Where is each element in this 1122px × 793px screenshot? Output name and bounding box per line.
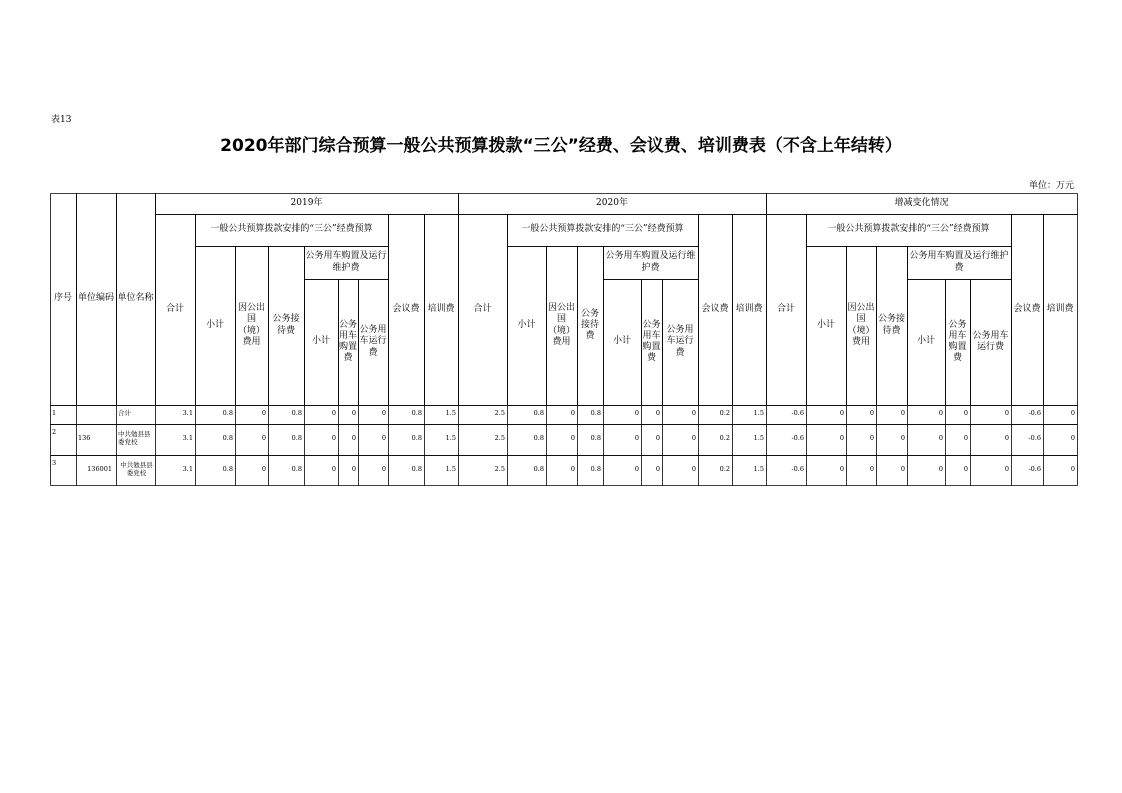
row-value: 0.8 xyxy=(411,434,422,442)
row-value: 3.1 xyxy=(182,409,193,417)
row-seq: 1 xyxy=(52,409,57,417)
header-reception: 公务接待费 xyxy=(877,314,905,336)
row-value: 3.1 xyxy=(182,434,193,442)
row-value: 0 xyxy=(900,409,905,417)
row-value: 3.1 xyxy=(182,465,193,473)
row-value: 0 xyxy=(691,409,696,417)
header-abroad: 因公出国（境）费用 xyxy=(847,303,875,347)
header-vehicle-group: 公务用车购置及运行维护费 xyxy=(305,251,387,273)
row-value: 1.5 xyxy=(753,434,764,442)
row-value: 0 xyxy=(381,465,386,473)
row-value: 0.8 xyxy=(590,465,601,473)
row-value: 0.8 xyxy=(291,409,302,417)
row-value: 0 xyxy=(570,465,575,473)
row-value: 0 xyxy=(963,434,968,442)
row-value: 0.8 xyxy=(291,465,302,473)
row-unit-name: 合计 xyxy=(118,409,131,417)
row-value: 0 xyxy=(963,465,968,473)
row-value: 0 xyxy=(381,409,386,417)
row-value: 0 xyxy=(381,434,386,442)
row-value: 0.8 xyxy=(222,465,233,473)
page-title: 2020年部门综合预算一般公共预算拨款“三公”经费、会议费、培训费表（不含上年结转） xyxy=(220,136,902,156)
header-vehicle-purchase: 公务用车购置费 xyxy=(339,319,358,364)
row-value: 2.5 xyxy=(494,465,505,473)
row-value: 0.8 xyxy=(533,409,544,417)
row-value: 1.5 xyxy=(753,465,764,473)
row-value: 0.8 xyxy=(291,434,302,442)
row-unit-name: 中共勉县县委党校 xyxy=(120,461,153,478)
row-value: 0 xyxy=(331,465,336,473)
row-seq: 3 xyxy=(52,459,57,467)
row-value: 0 xyxy=(839,434,844,442)
header-sangong-budget: 一般公共预算拨款安排的“三公”经费预算 xyxy=(827,224,990,235)
row-value: 0 xyxy=(570,409,575,417)
row-value: 0 xyxy=(869,409,874,417)
row-unit-code: 136 xyxy=(78,434,91,442)
row-value: 0.8 xyxy=(411,409,422,417)
row-value: 0 xyxy=(655,409,660,417)
header-vehicle-subtotal: 小计 xyxy=(311,336,330,347)
header-meeting: 会议费 xyxy=(1013,303,1041,314)
row-seq: 2 xyxy=(52,428,57,436)
header-abroad: 因公出国（境）费用 xyxy=(547,303,575,347)
row-value: 0 xyxy=(869,434,874,442)
row-value: 0.2 xyxy=(719,434,730,442)
row-value: -0.6 xyxy=(1028,409,1041,417)
row-value: 0 xyxy=(900,434,905,442)
row-value: 0 xyxy=(900,465,905,473)
row-value: 1.5 xyxy=(445,409,456,417)
header-group-g2019: 2019年 xyxy=(290,197,323,208)
table-number: 表13 xyxy=(51,115,72,125)
row-value: 0 xyxy=(351,434,356,442)
row-value: 0.8 xyxy=(222,409,233,417)
row-value: 1.5 xyxy=(753,409,764,417)
header-total: 合计 xyxy=(473,303,492,314)
header-vehicle-running: 公务用车运行费 xyxy=(972,330,1009,352)
header-total: 合计 xyxy=(165,303,184,314)
row-value: -0.6 xyxy=(791,465,804,473)
row-value: 0 xyxy=(331,434,336,442)
row-value: 0 xyxy=(351,409,356,417)
header-unit-name: 单位名称 xyxy=(117,293,154,304)
header-vehicle-running: 公务用车运行费 xyxy=(359,325,387,358)
header-vehicle-purchase: 公务用车购置费 xyxy=(948,319,967,364)
header-vehicle-group: 公务用车购置及运行维护费 xyxy=(605,251,696,273)
header-reception: 公务接待费 xyxy=(580,308,599,342)
row-value: 0 xyxy=(261,434,266,442)
header-unit-code: 单位编码 xyxy=(77,293,114,304)
row-value: 0 xyxy=(655,434,660,442)
row-value: 0.2 xyxy=(719,465,730,473)
row-unit-name: 中共勉县县委党校 xyxy=(118,430,151,447)
row-value: 0.8 xyxy=(222,434,233,442)
row-value: 0.8 xyxy=(590,409,601,417)
row-value: -0.6 xyxy=(1028,465,1041,473)
row-value: 0 xyxy=(1070,465,1075,473)
row-value: 0 xyxy=(1004,465,1009,473)
row-value: 0.8 xyxy=(590,434,601,442)
header-total: 合计 xyxy=(776,303,795,314)
header-seq: 序号 xyxy=(53,293,72,304)
header-sangong-budget: 一般公共预算拨款安排的“三公”经费预算 xyxy=(521,224,684,235)
row-value: 1.5 xyxy=(445,434,456,442)
header-training: 培训费 xyxy=(1046,303,1074,314)
header-vehicle-subtotal: 小计 xyxy=(612,336,631,347)
row-value: 0 xyxy=(655,465,660,473)
row-value: 0 xyxy=(1004,434,1009,442)
header-abroad: 因公出国（境）费用 xyxy=(237,303,265,347)
header-sangong-budget: 一般公共预算拨款安排的“三公”经费预算 xyxy=(210,224,373,235)
row-value: 1.5 xyxy=(445,465,456,473)
row-value: -0.6 xyxy=(1028,434,1041,442)
row-value: 0 xyxy=(839,465,844,473)
header-reception: 公务接待费 xyxy=(272,314,300,336)
row-value: 0 xyxy=(963,409,968,417)
header-vehicle-running: 公务用车运行费 xyxy=(666,325,694,358)
header-vehicle-subtotal: 小计 xyxy=(916,336,935,347)
row-value: 0 xyxy=(634,434,639,442)
row-value: 0 xyxy=(1070,409,1075,417)
header-meeting: 会议费 xyxy=(701,303,729,314)
header-subtotal: 小计 xyxy=(816,319,835,330)
row-value: 2.5 xyxy=(494,434,505,442)
header-vehicle-group: 公务用车购置及运行维护费 xyxy=(909,251,1009,273)
header-group-g2020: 2020年 xyxy=(596,197,628,208)
row-value: 0 xyxy=(634,409,639,417)
unit-label: 单位：万元 xyxy=(1028,181,1074,191)
row-value: 0 xyxy=(691,434,696,442)
row-value: 0 xyxy=(938,465,943,473)
header-meeting: 会议费 xyxy=(392,303,420,314)
row-value: 0 xyxy=(839,409,844,417)
row-value: 0 xyxy=(351,465,356,473)
header-subtotal: 小计 xyxy=(205,319,224,330)
row-value: 0 xyxy=(261,465,266,473)
row-value: 0 xyxy=(261,409,266,417)
row-value: 0 xyxy=(1070,434,1075,442)
row-value: -0.6 xyxy=(791,434,804,442)
row-value: 0 xyxy=(570,434,575,442)
header-group-gchange: 增减变化情况 xyxy=(894,197,949,208)
budget-table xyxy=(50,193,1077,485)
row-value: 0 xyxy=(869,465,874,473)
row-value: 0 xyxy=(691,465,696,473)
row-value: 0.8 xyxy=(411,465,422,473)
row-value: 0 xyxy=(634,465,639,473)
header-training: 培训费 xyxy=(735,303,763,314)
header-training: 培训费 xyxy=(427,303,455,314)
row-value: 0 xyxy=(1004,409,1009,417)
row-value: 0 xyxy=(938,409,943,417)
row-unit-code: 136001 xyxy=(87,465,112,473)
row-value: 0.8 xyxy=(533,465,544,473)
row-value: 0 xyxy=(938,434,943,442)
row-value: 0 xyxy=(331,409,336,417)
row-value: 0.2 xyxy=(719,409,730,417)
row-value: 0.8 xyxy=(533,434,544,442)
row-value: 2.5 xyxy=(494,409,505,417)
header-subtotal: 小计 xyxy=(517,319,536,330)
row-value: -0.6 xyxy=(791,409,804,417)
header-vehicle-purchase: 公务用车购置费 xyxy=(642,319,661,364)
